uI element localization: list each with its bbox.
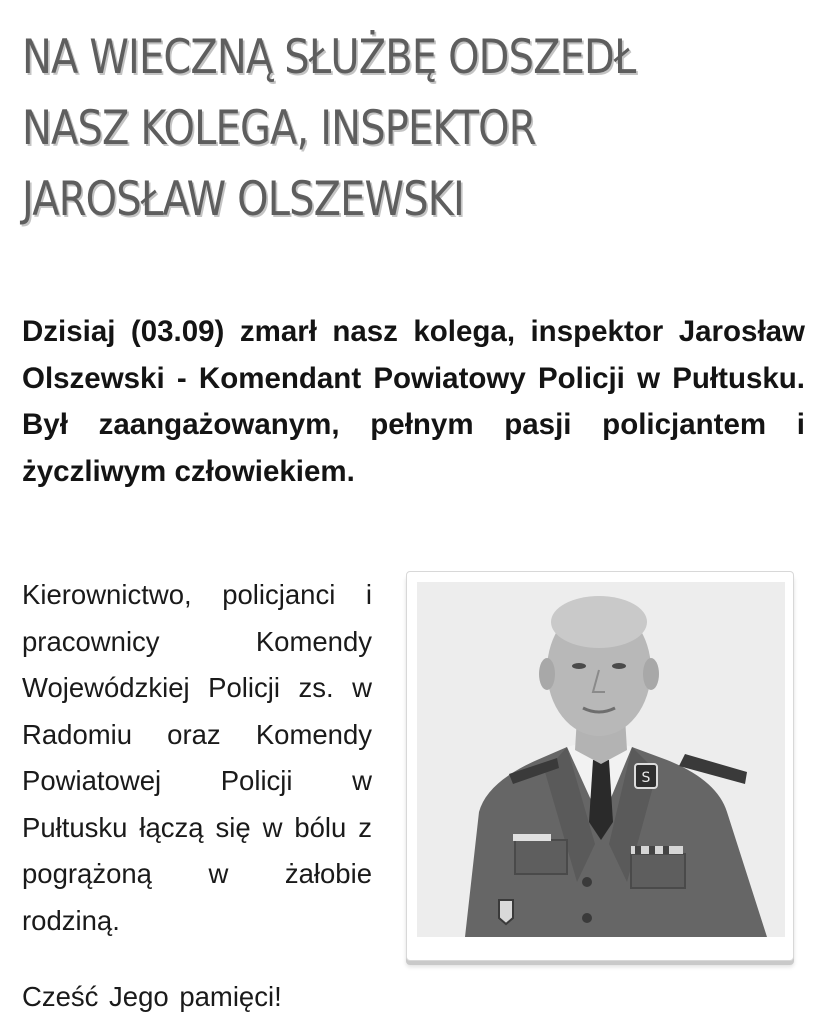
headline-line-3: JAROSŁAW OLSZEWSKI bbox=[22, 172, 464, 227]
photo-frame bbox=[406, 571, 794, 961]
article-lead: Dzisiaj (03.09) zmarł nasz kolega, inspektor Jarosław Olszewski - Komendant Powiatowy Policji w Pułtusku. Był zaangażowanym, pełnym pasji policjantem i życzliwym człowiekiem. bbox=[22, 315, 805, 488]
portrait-illustration bbox=[417, 582, 785, 937]
article-closing: Cześć Jego pamięci! bbox=[22, 981, 282, 1012]
article-headline bbox=[22, 22, 694, 235]
article-body: Kierownictwo, policjanci i pracownicy Komendy Wojewódzkiej Policji zs. w Radomiu oraz Komendy Powiatowej Policji w Pułtusku łączą się w bólu z pogrążoną w żałobie rodziną. bbox=[22, 579, 372, 936]
headline-line-1: NA WIECZNĄ SŁUŻBĘ ODSZEDŁ bbox=[22, 30, 636, 85]
portrait-photo[interactable] bbox=[417, 582, 785, 937]
collar-badge-letter: S bbox=[641, 770, 651, 786]
headline-line-2: NASZ KOLEGA, INSPEKTOR bbox=[22, 101, 536, 156]
